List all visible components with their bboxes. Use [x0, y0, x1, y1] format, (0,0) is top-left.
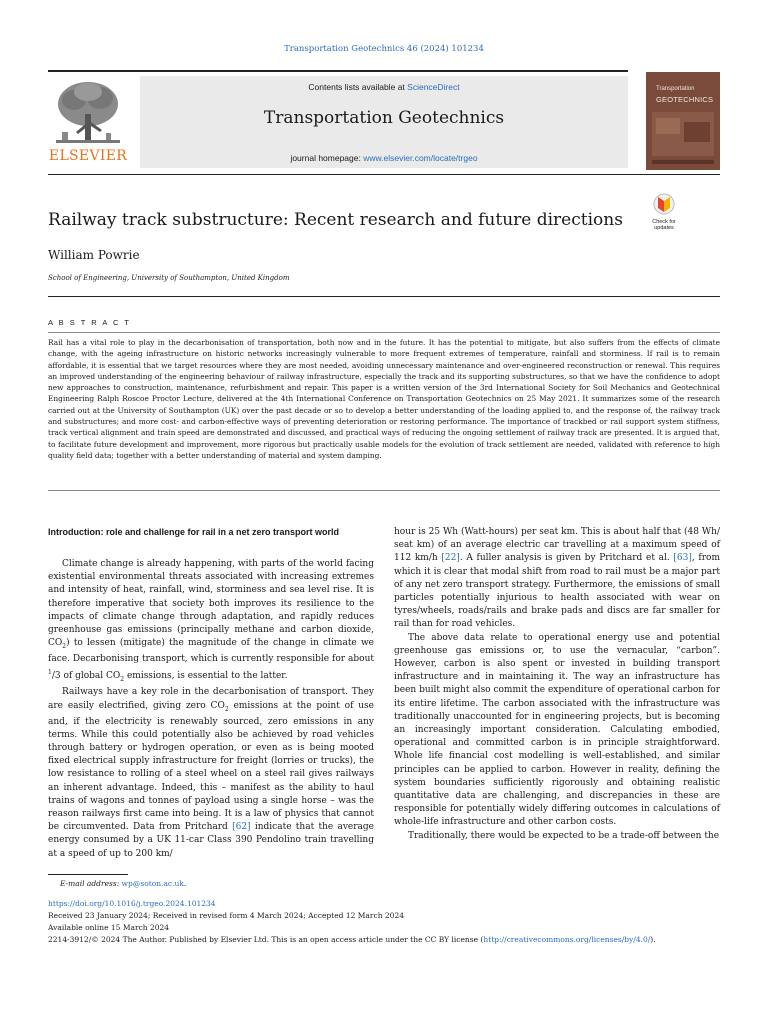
citation-link[interactable]: [63]: [673, 553, 692, 564]
section-heading-introduction: Introduction: role and challenge for rail in a net zero transport world: [48, 527, 340, 537]
section-rule: [48, 296, 720, 297]
footnote-email: E-mail address: wp@soton.ac.uk.: [60, 879, 187, 888]
copyright-notice: 2214-3912/© 2024 The Author. Published by Elsevier Ltd. This is an open access article under the CC BY license (http://creativecommons.org/licenses/by/4.0/).: [48, 935, 656, 944]
bookmark-icon: [646, 193, 682, 215]
paragraph: Railways have a key role in the decarbonisation of transport. They are easily electrified, giving zero $CO_2$ emissions at the point of use and, if the electricity is renewably sourced, zero emissions in any terms. While this could potentially also be achieved by road vehicles through battery or hydrogen operation, or even as is being mooted fixed electrical supply infrastructure for freight (lorries or trucks), the low resistance to rolling of a steel wheel on a steel rail gives railways an inherent advantage. Indeed, this – manifest as the ability to haul trains of wagons and tonnes of payload using a single horse – was the reason railways first came into being. It is a law of physics that cannot be circumvented. Data from Pritchard [62] indicate that the average energy consumed by a UK 11-car Class 390 Pendolino train travelling at a speed of up to 200 km/: [48, 687, 374, 859]
sciencedirect-link[interactable]: ScienceDirect: [407, 82, 460, 92]
contents-line: [140, 82, 628, 92]
badge-text-line1: Check for: [652, 219, 676, 225]
citation-link[interactable]: [22]: [441, 553, 460, 564]
doi-link[interactable]: https://doi.org/10.1016/j.trgeo.2024.101234: [48, 899, 216, 908]
cover-title-line2: GEOTECHNICS: [656, 95, 714, 104]
paragraph: hour is 25 Wh (Watt-hours) per seat km. This is about half that (48 Wh/ seat km) of an average electric car travelling at a maximum speed of 112 km/h [22]. A fuller analysis is given by Pritchard et al. [63], from which it is clear that modal shift from road to rail must be a major part of any net zero transport strategy. Furthermore, the emissions of small particles potentially injurious to health associated with wear on tyres/wheels, roads/rails and brake pads and discs are far smaller for rail than for road vehicles.: [394, 527, 720, 630]
available-online-date: Available online 15 March 2024: [48, 923, 170, 932]
masthead-top-rule: [48, 70, 628, 72]
email-link[interactable]: wp@soton.ac.uk: [121, 879, 184, 888]
license-link[interactable]: http://creativecommons.org/licenses/by/4.0/: [483, 935, 651, 944]
elsevier-logo[interactable]: [48, 76, 128, 166]
check-for-updates-badge[interactable]: [646, 193, 682, 231]
body-column-left: [48, 526, 374, 861]
abstract-text: Rail has a vital role to play in the decarbonisation of transportation, both now and in the future. It has the potential to mitigate, but also suffers from the effects of climate change, with the ageing infrastructure on historic networks increasingly vulnerable to more frequent extremes of temperature, rainfall and storminess. If rail is to remain affordable, it is essential that we target resources where they are most needed, avoiding unnecessary maintenance and over-engineered reconstruction or renewal. This requires an improved understanding of the engineering behaviour of railway infrastructure, especially the track and its supporting substructures, so that we have the confidence to adopt new approaches to construction, maintenance, refurbishment and repair. This paper is a written version of the 3rd International Society for Soil Mechanics and Geotechnical Engineering Ralph Roscoe Proctor Lecture, delivered at the 4th International Conference on Transportation Geotechnics on 25 May 2021. It summarizes some of the research carried out at the University of Southampton (UK) over the past decade or so to develop a better understanding of the loading applied to, and the response of, the railway track and substructures; and more cost- and carbon-effective ways of preventing deterioration or restoring performance. The importance of trackbed or rail support system stiffness, track vertical alignment and train speed are demonstrated and discussed, and practical ways of reducing the ongoing settlement of railway track are presented. It is argued that, to facilitate future development and improvement, more rigorous but practically usable models for the evolution of track settlement are needed, validated with reference to high quality field data; together with a better understanding of material and system damping.: [48, 338, 720, 460]
journal-title: Transportation Geotechnics: [263, 108, 505, 128]
body-column-right: [394, 526, 720, 843]
article-title: Railway track substructure: Recent research and future directions: [48, 210, 623, 230]
badge-text-line2: updates: [654, 225, 674, 231]
cover-title-line1: Transportation: [656, 86, 695, 92]
received-dates: Received 23 January 2024; Received in revised form 4 March 2024; Accepted 12 March 2024: [48, 911, 404, 920]
abstract-heading: A B S T R A C T: [48, 318, 131, 327]
masthead-bottom-rule: [48, 174, 720, 175]
author-name: William Powrie: [48, 248, 140, 262]
paragraph: The above data relate to operational energy use and potential greenhouse gas emissions or, to use the vernacular, “carbon”. However, carbon is also spent or invested in building transport infrastructure and in maintaining it. The way an infrastructure has been built might also commit the expenditure of operational carbon for its entire lifetime. The carbon associated with the infrastructure was traditionally unaccounted for in engineering projects, but is becoming an increasingly important consideration. Calculating embodied, operational and committed carbon is in principle straightforward. Whole life financial cost modelling is well-established, and similar principles can be applied to carbon. However in reality, defining the system boundaries sufficiently rigorously and obtaining realistic quantitative data are challenging, and discrepancies in these are responsible for potentially widely differing outcomes in calculations of whole-life infrastructure and other carbon costs.: [394, 632, 720, 828]
abstract-bottom-rule: [48, 490, 720, 491]
footnote-rule: [48, 874, 128, 875]
author-affiliation: School of Engineering, University of Southampton, United Kingdom: [48, 274, 290, 282]
contents-prefix: Contents lists available at: [308, 82, 408, 92]
homepage-link[interactable]: www.elsevier.com/locate/trgeo: [363, 153, 478, 163]
paragraph: Climate change is already happening, with parts of the world facing existential environmental threats associated with increasing extremes and intensity of heat, rainfall, wind, storminess and sea level rise. It is therefore imperative that society both improves its resilience to the impacts of climate change through adaptation, and rapidly reduces greenhouse gas emissions (principally methane and carbon dioxide, $CO_2$) to lessen (mitigate) the magnitude of the change in climate we face. Decarbonising transport, which is currently responsible for about $^1$/3 of global $CO_2$ emissions, is essential to the latter.: [48, 559, 374, 684]
journal-homepage: [140, 153, 628, 163]
paragraph: Traditionally, there would be expected to be a trade-off between the: [408, 830, 720, 841]
abstract-top-rule: [48, 332, 720, 333]
homepage-prefix: journal homepage:: [290, 153, 364, 163]
email-label: E-mail address:: [60, 879, 122, 888]
elsevier-wordmark: ELSEVIER: [48, 148, 128, 164]
journal-reference[interactable]: Transportation Geotechnics 46 (2024) 101234: [284, 44, 484, 54]
citation-link[interactable]: [62]: [232, 822, 251, 833]
